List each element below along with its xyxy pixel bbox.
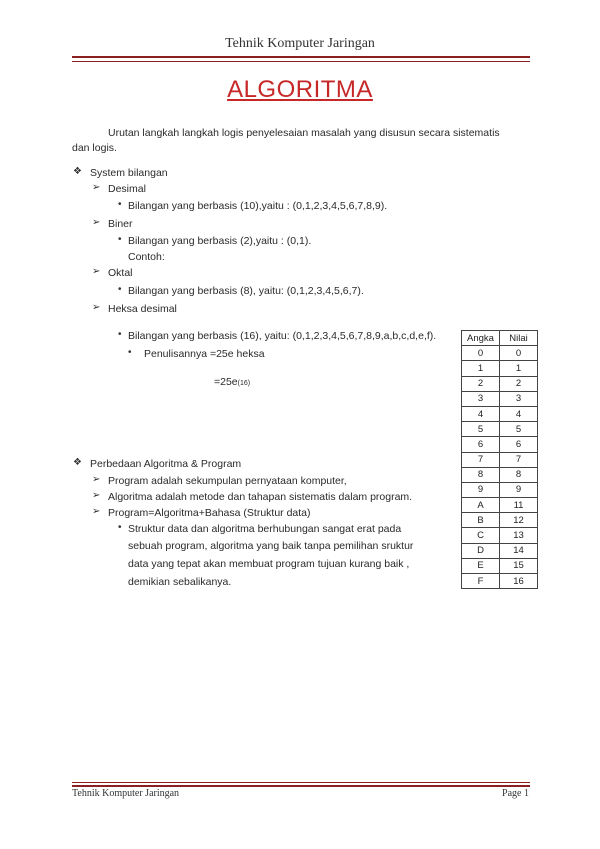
perbedaan-heading: Perbedaan Algoritma & Program <box>90 458 242 470</box>
perbedaan-item: Algoritma adalah metode dan tahapan sistematis dalam program. <box>108 491 413 503</box>
diamond-bullet-icon: ❖ <box>73 166 82 177</box>
table-row <box>462 467 538 482</box>
table-cell: 12 <box>500 513 538 528</box>
table-cell: 16 <box>500 574 538 589</box>
heksa-label: Heksa desimal <box>108 303 177 315</box>
diamond-bullet-icon: ❖ <box>73 457 82 468</box>
table-cell: 0 <box>462 346 500 361</box>
table-cell: 15 <box>500 558 538 573</box>
table-cell: 0 <box>500 346 538 361</box>
table-cell: 14 <box>500 543 538 558</box>
table-cell: 8 <box>500 467 538 482</box>
intro-line-2: dan logis. <box>72 142 117 154</box>
table-row <box>462 543 538 558</box>
table-header-nilai: Nilai <box>500 331 538 346</box>
table-cell: 13 <box>500 528 538 543</box>
table-cell: E <box>462 558 500 573</box>
formula-main: =25e <box>214 376 238 388</box>
table-cell: 1 <box>500 361 538 376</box>
table-cell: 2 <box>462 376 500 391</box>
arrow-bullet-icon: ➢ <box>92 490 101 501</box>
table-cell: 1 <box>462 361 500 376</box>
table-cell: 6 <box>462 437 500 452</box>
table-cell: 9 <box>462 482 500 497</box>
table-row <box>462 528 538 543</box>
table-cell: 4 <box>500 406 538 421</box>
desimal-desc: Bilangan yang berbasis (10),yaitu : (0,1,2,3,4,5,6,7,8,9). <box>128 200 388 212</box>
table-header-row <box>462 331 538 346</box>
desimal-label: Desimal <box>108 183 146 195</box>
oktal-label: Oktal <box>108 267 133 279</box>
table-row <box>462 376 538 391</box>
dot-bullet-icon: • <box>118 522 122 533</box>
table-cell: 5 <box>462 422 500 437</box>
table-cell: 11 <box>500 498 538 513</box>
footer-rule-thin <box>72 782 530 783</box>
footer-title: Tehnik Komputer Jaringan <box>72 788 180 799</box>
dot-bullet-icon: • <box>118 284 122 295</box>
table-cell: 5 <box>500 422 538 437</box>
table-cell: 9 <box>500 482 538 497</box>
table-row <box>462 437 538 452</box>
dot-bullet-icon: • <box>118 234 122 245</box>
detail-line: sebuah program, algoritma yang baik tanpa pemilihan sruktur <box>128 540 414 552</box>
arrow-bullet-icon: ➢ <box>92 266 101 277</box>
biner-label: Biner <box>108 218 133 230</box>
biner-desc: Bilangan yang berbasis (2),yaitu : (0,1). <box>128 235 312 247</box>
oktal-desc: Bilangan yang berbasis (8), yaitu: (0,1,2,3,4,5,6,7). <box>128 285 364 297</box>
table-cell: 8 <box>462 467 500 482</box>
header-rule-thin <box>72 61 530 62</box>
table-row <box>462 406 538 421</box>
dot-bullet-icon: • <box>118 199 122 210</box>
table-cell: 7 <box>500 452 538 467</box>
detail-line: data yang tepat akan membuat program tujuan kurang baik , <box>128 558 410 570</box>
perbedaan-item: Program adalah sekumpulan pernyataan komputer, <box>108 475 347 487</box>
table-cell: A <box>462 498 500 513</box>
detail-line: demikian sebalikanya. <box>128 576 232 588</box>
table-cell: 4 <box>462 406 500 421</box>
table-row <box>462 558 538 573</box>
arrow-bullet-icon: ➢ <box>92 217 101 228</box>
detail-line: Struktur data dan algoritma berhubungan sangat erat pada <box>128 523 402 535</box>
page-number: Page 1 <box>502 788 529 799</box>
perbedaan-item: Program=Algoritma+Bahasa (Struktur data) <box>108 507 311 519</box>
dot-bullet-icon: • <box>118 329 122 340</box>
table-row <box>462 452 538 467</box>
table-row <box>462 513 538 528</box>
hex-value-table <box>461 330 538 589</box>
arrow-bullet-icon: ➢ <box>92 182 101 193</box>
table-header-angka: Angka <box>462 331 500 346</box>
table-row <box>462 361 538 376</box>
heksa-penulisan: Penulisannya =25e heksa <box>144 348 265 360</box>
table-row <box>462 346 538 361</box>
arrow-bullet-icon: ➢ <box>92 474 101 485</box>
table-row <box>462 422 538 437</box>
header-rule <box>72 56 530 58</box>
biner-example: Contoh: <box>128 251 165 263</box>
heksa-desc: Bilangan yang berbasis (16), yaitu: (0,1,2,3,4,5,6,7,8,9,a,b,c,d,e,f). <box>128 330 437 342</box>
intro-line-1: Urutan langkah langkah logis penyelesaian masalah yang disusun secara sistematis <box>108 127 500 139</box>
formula-subscript: (16) <box>237 380 251 387</box>
table-row <box>462 498 538 513</box>
table-cell: C <box>462 528 500 543</box>
table-cell: 7 <box>462 452 500 467</box>
table-cell: 3 <box>462 391 500 406</box>
table-row <box>462 482 538 497</box>
system-heading: System bilangan <box>90 167 168 179</box>
table-row <box>462 574 538 589</box>
table-row <box>462 391 538 406</box>
dot-bullet-icon: • <box>128 347 132 358</box>
arrow-bullet-icon: ➢ <box>92 302 101 313</box>
heksa-formula <box>214 376 250 388</box>
page-header-title: Tehnik Komputer Jaringan <box>225 36 375 51</box>
table-cell: 2 <box>500 376 538 391</box>
table-cell: F <box>462 574 500 589</box>
table-cell: D <box>462 543 500 558</box>
footer-rule <box>72 785 530 787</box>
arrow-bullet-icon: ➢ <box>92 506 101 517</box>
table-cell: 3 <box>500 391 538 406</box>
document-title: ALGORITMA <box>227 76 373 103</box>
table-cell: B <box>462 513 500 528</box>
table-cell: 6 <box>500 437 538 452</box>
